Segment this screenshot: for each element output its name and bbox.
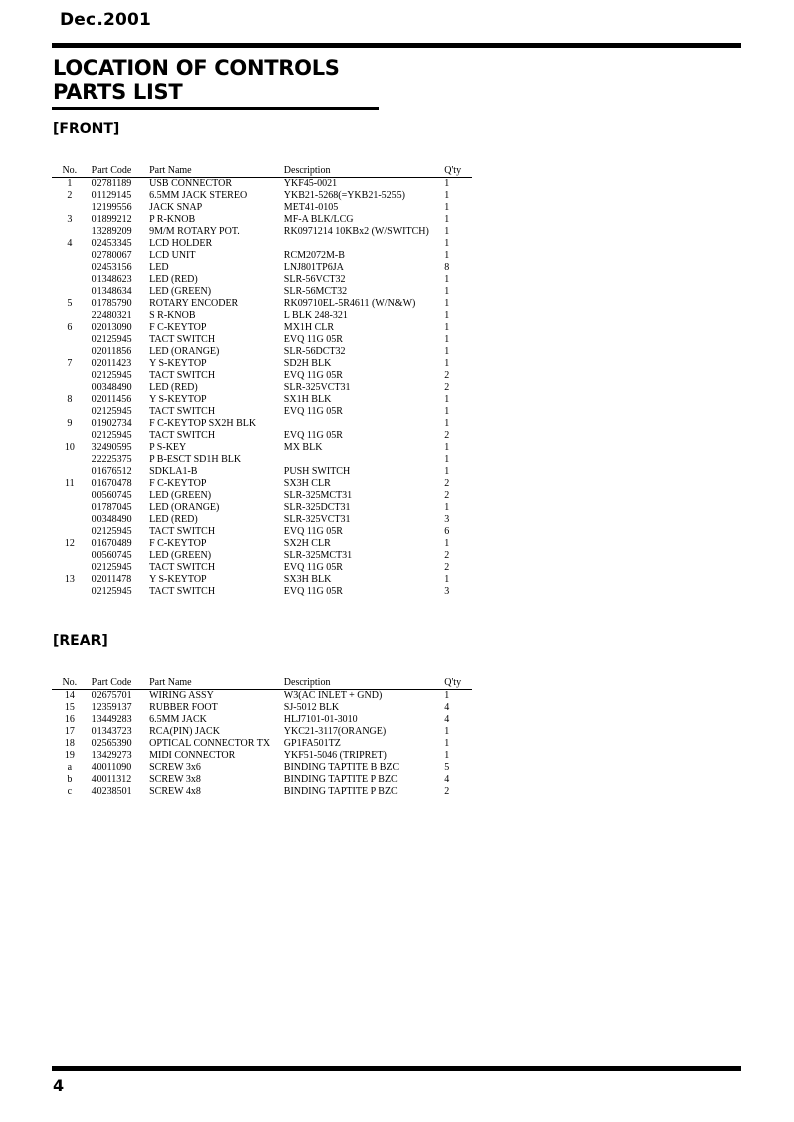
part-quantity: 1 bbox=[444, 190, 450, 201]
part-quantity: 1 bbox=[444, 418, 450, 429]
part-name: F C-KEYTOP SX2H BLK bbox=[149, 418, 257, 429]
part-name: TACT SWITCH bbox=[149, 406, 216, 417]
part-number: 7 bbox=[67, 358, 73, 369]
part-description: EVQ 11G 05R bbox=[283, 526, 343, 537]
part-code: 22480321 bbox=[91, 310, 132, 321]
part-code: 02011456 bbox=[91, 394, 132, 405]
page-number: 4 bbox=[53, 1076, 65, 1095]
part-code: 02011856 bbox=[91, 346, 132, 357]
table-row bbox=[52, 298, 472, 310]
part-name: S R-KNOB bbox=[149, 310, 196, 321]
part-code: 02125945 bbox=[91, 406, 132, 417]
part-code: 13449283 bbox=[91, 714, 132, 725]
part-number: 3 bbox=[67, 214, 73, 225]
part-code: 01902734 bbox=[91, 418, 132, 429]
front-parts-table bbox=[52, 165, 472, 598]
part-code: 01785790 bbox=[91, 298, 132, 309]
part-description: SD2H BLK bbox=[283, 358, 332, 369]
part-code: 02781189 bbox=[91, 178, 132, 189]
part-description: L BLK 248-321 bbox=[283, 310, 348, 321]
part-number bbox=[52, 454, 88, 466]
part-description: SX2H CLR bbox=[283, 538, 331, 549]
part-code: 01676512 bbox=[91, 466, 132, 477]
table-row bbox=[52, 574, 472, 586]
part-name: LED (ORANGE) bbox=[149, 346, 220, 357]
part-name: USB CONNECTOR bbox=[149, 178, 232, 189]
part-code: 32490595 bbox=[91, 442, 132, 453]
part-quantity: 1 bbox=[444, 442, 450, 453]
part-name: SCREW 3x6 bbox=[149, 762, 201, 773]
part-name: F C-KEYTOP bbox=[149, 322, 207, 333]
part-number: 12 bbox=[64, 538, 75, 549]
table-row bbox=[52, 762, 472, 774]
part-quantity: 2 bbox=[444, 382, 450, 393]
part-quantity: 2 bbox=[444, 550, 450, 561]
part-description: W3(AC INLET + GND) bbox=[283, 690, 383, 701]
part-description: HLJ7101-01-3010 bbox=[283, 714, 358, 725]
part-quantity: 1 bbox=[444, 310, 450, 321]
table-row bbox=[52, 490, 472, 502]
table-row bbox=[52, 538, 472, 550]
part-code: 40238501 bbox=[91, 786, 132, 797]
part-quantity: 6 bbox=[444, 526, 450, 537]
part-name: TACT SWITCH bbox=[149, 526, 216, 537]
part-quantity: 4 bbox=[444, 774, 450, 785]
part-number: 19 bbox=[64, 750, 75, 761]
part-name: P B-ESCT SD1H BLK bbox=[149, 454, 242, 465]
part-name: P R-KNOB bbox=[149, 214, 196, 225]
part-code: 02011423 bbox=[91, 358, 132, 369]
part-name: ROTARY ENCODER bbox=[149, 298, 239, 309]
part-description: SX3H BLK bbox=[283, 574, 332, 585]
part-quantity: 5 bbox=[444, 762, 450, 773]
title-underline bbox=[52, 107, 379, 110]
col-desc-header: Description bbox=[283, 165, 331, 176]
table-row bbox=[52, 466, 472, 478]
part-quantity: 1 bbox=[444, 298, 450, 309]
table-row bbox=[52, 286, 472, 298]
title-line-1: LOCATION OF CONTROLS bbox=[53, 56, 340, 80]
rear-parts-table bbox=[52, 677, 472, 798]
table-row bbox=[52, 550, 472, 562]
part-description: SX3H CLR bbox=[283, 478, 331, 489]
col-no-header: No. bbox=[62, 677, 78, 688]
table-row bbox=[52, 702, 472, 714]
part-name: LED bbox=[149, 262, 169, 273]
part-quantity: 1 bbox=[444, 466, 450, 477]
table-row bbox=[52, 442, 472, 454]
part-quantity: 1 bbox=[444, 178, 450, 189]
table-row bbox=[52, 238, 472, 250]
part-quantity: 1 bbox=[444, 334, 450, 345]
part-name: LED (GREEN) bbox=[149, 286, 212, 297]
part-quantity: 1 bbox=[444, 750, 450, 761]
part-description: SX1H BLK bbox=[283, 394, 332, 405]
front-table-header bbox=[52, 165, 472, 178]
part-description: YKF51-5046 (TRIPRET) bbox=[283, 750, 387, 761]
part-number bbox=[52, 226, 88, 238]
part-description: EVQ 11G 05R bbox=[283, 406, 343, 417]
col-qty-header: Q'ty bbox=[444, 165, 462, 176]
part-description: RCM2072M-B bbox=[283, 250, 345, 261]
table-row bbox=[52, 214, 472, 226]
part-quantity: 2 bbox=[444, 370, 450, 381]
part-name: OPTICAL CONNECTOR TX bbox=[149, 738, 271, 749]
part-quantity: 1 bbox=[444, 690, 450, 701]
col-name-header: Part Name bbox=[149, 165, 192, 176]
part-name: SCREW 3x8 bbox=[149, 774, 201, 785]
part-code: 02125945 bbox=[91, 562, 132, 573]
part-description: SLR-325MCT31 bbox=[283, 550, 353, 561]
part-name: 6.5MM JACK bbox=[149, 714, 207, 725]
part-code: 01670478 bbox=[91, 478, 132, 489]
part-code: 13429273 bbox=[91, 750, 132, 761]
part-description: BINDING TAPTITE P BZC bbox=[283, 786, 398, 797]
part-code: 01787045 bbox=[91, 502, 132, 513]
part-number bbox=[52, 514, 88, 526]
part-code: 00560745 bbox=[91, 490, 132, 501]
part-quantity: 1 bbox=[444, 454, 450, 465]
part-code: 02125945 bbox=[91, 370, 132, 381]
part-description: SJ-5012 BLK bbox=[283, 702, 340, 713]
part-quantity: 3 bbox=[444, 586, 450, 597]
part-name: RUBBER FOOT bbox=[149, 702, 218, 713]
part-name: RCA(PIN) JACK bbox=[149, 726, 220, 737]
table-row bbox=[52, 226, 472, 238]
part-number: 6 bbox=[67, 322, 73, 333]
table-row bbox=[52, 250, 472, 262]
table-row bbox=[52, 322, 472, 334]
part-code: 40011312 bbox=[91, 774, 132, 785]
part-code: 01129145 bbox=[91, 190, 132, 201]
part-name: LED (RED) bbox=[149, 514, 198, 525]
col-desc-header: Description bbox=[283, 677, 331, 688]
front-table-body bbox=[52, 178, 472, 598]
part-number bbox=[52, 286, 88, 298]
part-description bbox=[284, 238, 440, 250]
part-quantity: 1 bbox=[444, 726, 450, 737]
part-quantity: 4 bbox=[444, 714, 450, 725]
part-description: MX BLK bbox=[283, 442, 323, 453]
part-name: TACT SWITCH bbox=[149, 370, 216, 381]
part-description: SLR-56DCT32 bbox=[283, 346, 346, 357]
table-row bbox=[52, 394, 472, 406]
table-row bbox=[52, 418, 472, 430]
col-qty-header: Q'ty bbox=[444, 677, 462, 688]
part-name: LED (GREEN) bbox=[149, 490, 212, 501]
part-number: 2 bbox=[67, 190, 73, 201]
part-code: 01343723 bbox=[91, 726, 132, 737]
part-quantity: 1 bbox=[444, 274, 450, 285]
part-name: LED (ORANGE) bbox=[149, 502, 220, 513]
part-number: 17 bbox=[64, 726, 75, 737]
part-description: YKB21-5268(=YKB21-5255) bbox=[283, 190, 405, 201]
part-description: SLR-325DCT31 bbox=[283, 502, 351, 513]
part-number bbox=[52, 430, 88, 442]
part-number: c bbox=[67, 786, 73, 797]
col-name-header: Part Name bbox=[149, 677, 192, 688]
part-quantity: 1 bbox=[444, 394, 450, 405]
part-description: SLR-325VCT31 bbox=[283, 382, 351, 393]
part-code: 01348634 bbox=[91, 286, 132, 297]
part-code: 00560745 bbox=[91, 550, 132, 561]
part-number: 14 bbox=[64, 690, 75, 701]
front-section-heading: [FRONT] bbox=[53, 121, 120, 137]
part-code: 22225375 bbox=[91, 454, 132, 465]
part-name: 9M/M ROTARY POT. bbox=[149, 226, 240, 237]
part-number: 5 bbox=[67, 298, 73, 309]
part-description: SLR-325VCT31 bbox=[283, 514, 351, 525]
part-name: TACT SWITCH bbox=[149, 334, 216, 345]
part-number bbox=[52, 550, 88, 562]
part-quantity: 4 bbox=[444, 702, 450, 713]
part-number bbox=[52, 262, 88, 274]
part-quantity: 2 bbox=[444, 562, 450, 573]
table-row bbox=[52, 334, 472, 346]
part-number: a bbox=[67, 762, 73, 773]
part-quantity: 1 bbox=[444, 286, 450, 297]
part-quantity: 1 bbox=[444, 226, 450, 237]
part-number bbox=[52, 202, 88, 214]
part-number bbox=[52, 502, 88, 514]
part-code: 02125945 bbox=[91, 526, 132, 537]
part-description: GP1FA501TZ bbox=[283, 738, 341, 749]
part-number bbox=[52, 346, 88, 358]
part-quantity: 1 bbox=[444, 738, 450, 749]
part-quantity: 1 bbox=[444, 238, 450, 249]
rear-section-heading: [REAR] bbox=[53, 633, 108, 649]
part-code: 01348623 bbox=[91, 274, 132, 285]
table-row bbox=[52, 430, 472, 442]
part-quantity: 1 bbox=[444, 346, 450, 357]
part-name: TACT SWITCH bbox=[149, 562, 216, 573]
part-description: MF-A BLK/LCG bbox=[283, 214, 354, 225]
part-name: MIDI CONNECTOR bbox=[149, 750, 236, 761]
table-row bbox=[52, 714, 472, 726]
part-code: 02453156 bbox=[91, 262, 132, 273]
part-code: 02565390 bbox=[91, 738, 132, 749]
part-description: RK0971214 10KBx2 (W/SWITCH) bbox=[283, 226, 429, 237]
part-number bbox=[52, 274, 88, 286]
part-description: EVQ 11G 05R bbox=[283, 562, 343, 573]
table-row bbox=[52, 750, 472, 762]
table-row bbox=[52, 382, 472, 394]
table-row bbox=[52, 370, 472, 382]
page-title bbox=[53, 56, 340, 104]
part-number: 10 bbox=[64, 442, 75, 453]
part-quantity: 2 bbox=[444, 430, 450, 441]
part-code: 00348490 bbox=[91, 382, 132, 393]
part-number bbox=[52, 490, 88, 502]
part-name: TACT SWITCH bbox=[149, 586, 216, 597]
part-description: EVQ 11G 05R bbox=[283, 370, 343, 381]
part-quantity: 3 bbox=[444, 514, 450, 525]
part-number: 1 bbox=[67, 178, 73, 189]
table-row bbox=[52, 358, 472, 370]
part-name: Y S-KEYTOP bbox=[149, 574, 207, 585]
part-description: PUSH SWITCH bbox=[283, 466, 351, 477]
col-no-header: No. bbox=[62, 165, 78, 176]
part-description: SLR-325MCT31 bbox=[283, 490, 353, 501]
part-number: 8 bbox=[67, 394, 73, 405]
part-description: SLR-56MCT32 bbox=[283, 286, 348, 297]
part-name: WIRING ASSY bbox=[149, 690, 214, 701]
part-name: 6.5MM JACK STEREO bbox=[149, 190, 248, 201]
part-description: BINDING TAPTITE P BZC bbox=[283, 774, 398, 785]
rear-table-header bbox=[52, 677, 472, 690]
part-code: 02011478 bbox=[91, 574, 132, 585]
part-number: 13 bbox=[64, 574, 75, 585]
table-row bbox=[52, 690, 472, 702]
part-name: SDKLA1-B bbox=[149, 466, 198, 477]
part-number bbox=[52, 250, 88, 262]
table-row bbox=[52, 502, 472, 514]
part-quantity: 2 bbox=[444, 478, 450, 489]
table-row bbox=[52, 478, 472, 490]
part-code: 02125945 bbox=[91, 430, 132, 441]
part-code: 02780067 bbox=[91, 250, 132, 261]
part-number: 18 bbox=[64, 738, 75, 749]
table-row bbox=[52, 202, 472, 214]
part-description: LNJ801TP6JA bbox=[283, 262, 344, 273]
part-name: Y S-KEYTOP bbox=[149, 358, 207, 369]
part-name: LCD HOLDER bbox=[149, 238, 213, 249]
part-name: LED (RED) bbox=[149, 382, 198, 393]
part-number: 11 bbox=[65, 478, 75, 489]
table-row bbox=[52, 310, 472, 322]
part-quantity: 1 bbox=[444, 502, 450, 513]
table-row bbox=[52, 178, 472, 190]
part-description bbox=[284, 418, 440, 430]
title-line-2: PARTS LIST bbox=[53, 80, 183, 104]
part-number bbox=[52, 370, 88, 382]
part-description: EVQ 11G 05R bbox=[283, 334, 343, 345]
document-date: Dec.2001 bbox=[60, 10, 152, 30]
table-row bbox=[52, 190, 472, 202]
part-name: LCD UNIT bbox=[149, 250, 196, 261]
part-code: 02675701 bbox=[91, 690, 132, 701]
table-row bbox=[52, 526, 472, 538]
top-rule bbox=[52, 43, 741, 48]
part-code: 00348490 bbox=[91, 514, 132, 525]
part-description: SLR-56VCT32 bbox=[283, 274, 346, 285]
part-quantity: 2 bbox=[444, 786, 450, 797]
part-code: 12199556 bbox=[91, 202, 132, 213]
col-code-header: Part Code bbox=[91, 677, 132, 688]
rear-table-body bbox=[52, 690, 472, 798]
part-name: JACK SNAP bbox=[149, 202, 203, 213]
part-quantity: 1 bbox=[444, 214, 450, 225]
part-quantity: 1 bbox=[444, 250, 450, 261]
part-number bbox=[52, 406, 88, 418]
part-description: YKC21-3117(ORANGE) bbox=[283, 726, 387, 737]
part-quantity: 1 bbox=[444, 202, 450, 213]
table-row bbox=[52, 454, 472, 466]
part-description: MET41-0105 bbox=[283, 202, 339, 213]
part-code: 02013090 bbox=[91, 322, 132, 333]
col-code-header: Part Code bbox=[91, 165, 132, 176]
table-row bbox=[52, 562, 472, 574]
part-quantity: 1 bbox=[444, 574, 450, 585]
part-name: P S-KEY bbox=[149, 442, 187, 453]
part-code: 02125945 bbox=[91, 586, 132, 597]
table-row bbox=[52, 774, 472, 786]
part-number bbox=[52, 562, 88, 574]
part-description: BINDING TAPTITE B BZC bbox=[283, 762, 400, 773]
part-name: LED (GREEN) bbox=[149, 550, 212, 561]
part-code: 12359137 bbox=[91, 702, 132, 713]
table-row bbox=[52, 262, 472, 274]
part-number: 4 bbox=[67, 238, 73, 249]
table-row bbox=[52, 726, 472, 738]
part-code: 01670489 bbox=[91, 538, 132, 549]
part-number: 15 bbox=[64, 702, 75, 713]
table-row bbox=[52, 274, 472, 286]
part-name: Y S-KEYTOP bbox=[149, 394, 207, 405]
part-number: b bbox=[67, 774, 73, 785]
table-row bbox=[52, 738, 472, 750]
part-name: TACT SWITCH bbox=[149, 430, 216, 441]
part-description bbox=[284, 454, 440, 466]
part-number: 9 bbox=[67, 418, 73, 429]
part-name: SCREW 4x8 bbox=[149, 786, 201, 797]
part-quantity: 1 bbox=[444, 406, 450, 417]
part-number bbox=[52, 310, 88, 322]
part-code: 40011090 bbox=[91, 762, 132, 773]
part-quantity: 1 bbox=[444, 358, 450, 369]
table-row bbox=[52, 786, 472, 798]
table-row bbox=[52, 514, 472, 526]
part-code: 13289209 bbox=[91, 226, 132, 237]
part-code: 01899212 bbox=[91, 214, 132, 225]
part-code: 02453345 bbox=[91, 238, 132, 249]
part-name: F C-KEYTOP bbox=[149, 538, 207, 549]
bottom-rule bbox=[52, 1066, 741, 1071]
part-description: EVQ 11G 05R bbox=[283, 430, 343, 441]
part-quantity: 2 bbox=[444, 490, 450, 501]
part-description: YKF45-0021 bbox=[283, 178, 338, 189]
part-quantity: 1 bbox=[444, 322, 450, 333]
part-number bbox=[52, 334, 88, 346]
part-code: 02125945 bbox=[91, 334, 132, 345]
table-row bbox=[52, 346, 472, 358]
part-number: 16 bbox=[64, 714, 75, 725]
part-name: F C-KEYTOP bbox=[149, 478, 207, 489]
part-number bbox=[52, 466, 88, 478]
part-quantity: 1 bbox=[444, 538, 450, 549]
part-number bbox=[52, 526, 88, 538]
table-row bbox=[52, 406, 472, 418]
part-description: EVQ 11G 05R bbox=[283, 586, 343, 597]
part-number bbox=[52, 382, 88, 394]
table-row bbox=[52, 586, 472, 598]
part-quantity: 8 bbox=[444, 262, 450, 273]
part-description: RK09710EL-5R4611 (W/N&W) bbox=[283, 298, 416, 309]
part-description: MX1H CLR bbox=[283, 322, 335, 333]
part-number bbox=[52, 586, 88, 598]
part-name: LED (RED) bbox=[149, 274, 198, 285]
